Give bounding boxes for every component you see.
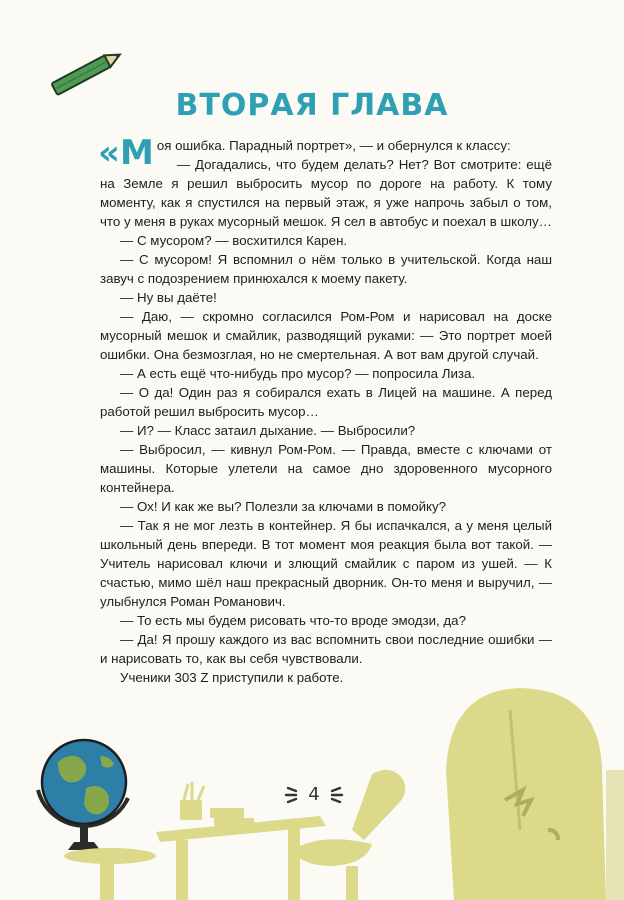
table-shape [64, 848, 156, 900]
globe-icon [38, 740, 128, 850]
paragraph [98, 133, 552, 173]
paragraph: — Выбросил, — кивнул Ром-Ром. — Правда, вместе с ключами от машины. Которые улетели на самое дно здоровенного мусорного контейнера. [100, 442, 552, 495]
chapter-text [98, 133, 552, 687]
cabinet-shape [446, 688, 624, 900]
paragraph: — Да! Я прошу каждого из вас вспомнить свои последние ошибки — и нарисовать то, как вы себя чувствовали. [100, 632, 552, 666]
paragraph: — С мусором! Я вспомнил о нём только в учительской. Когда наш завуч с подозрением принюхался к моему пакету. [100, 252, 552, 286]
paragraph: — С мусором? — восхитился Карен. [120, 233, 348, 248]
page-number: 4 [308, 784, 320, 805]
paragraph: — Ну вы даёте! [120, 290, 217, 305]
paragraph-text: оя ошибка. Парадный портрет», — и обернулся к классу: [156, 138, 511, 153]
paragraph: — А есть ещё что-нибудь про мусор? — попросила Лиза. [120, 366, 476, 381]
paragraph: — Догадались, что будем делать? Нет? Вот смотрите: ещё на Земле я решил выбросить мусор по дороге на работу. К тому моменту, как я спустился на первый этаж, я уже напрочь забыл о том, что у меня в руках мусорный мешок. Я сел в автобус и поехал в школу… [100, 157, 552, 229]
paragraph: — И? — Класс затаил дыхание. — Выбросили? [120, 423, 416, 438]
drop-cap: «М [98, 133, 154, 173]
paragraph: — О да! Один раз я собирался ехать в Лицей на машине. А перед работой решил выбросить мусор… [100, 385, 552, 419]
paragraph: Ученики 303 Z приступили к работе. [120, 670, 344, 685]
paragraph: — Так я не мог лезть в контейнер. Я бы испачкался, а у меня целый школьный день впереди. В тот момент моя реакция была вот такой. — Учитель нарисовал ключи и злющий смайлик с паром из ушей. — К счастью, мимо шёл наш прекрасный дворник. Он-то меня и выручил, — улыбнулся Роман Романович. [100, 518, 552, 609]
paragraph: — Ох! И как же вы? Полезли за ключами в помойку? [120, 499, 447, 514]
page-number-decoration-left [250, 784, 298, 806]
chapter-title: ВТОРАЯ ГЛАВА [175, 88, 449, 123]
paragraph: — Даю, — скромно согласился Ром-Ром и нарисовал на доске мусорный мешок и смайлик, разводящий руками: — Это портрет моей ошибки. Она безмозглая, но не смертельная. А вот вам другой случай. [100, 309, 552, 362]
page-number-decoration-right [330, 784, 378, 806]
paragraph: — То есть мы будем рисовать что-то вроде эмодзи, да? [120, 613, 466, 628]
